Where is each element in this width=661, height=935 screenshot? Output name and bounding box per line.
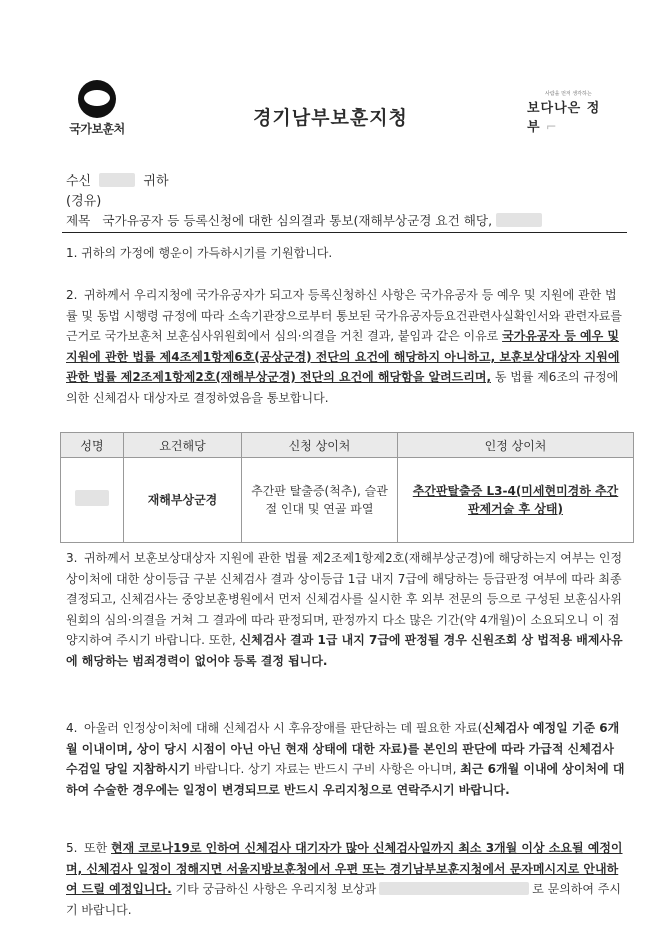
subject-text: 국가유공자 등 등록신청에 대한 심의결과 통보(재해부상군경 요건 해당, bbox=[102, 213, 493, 228]
subject-divider bbox=[62, 232, 627, 233]
p4-emphasis-1: 신체검사 예정일 기준 6개월 이내이며, 상이 당시 시점이 아닌 아닌 현재 상태에 대한 자료)를 본인의 판단에 따라 가급적 신체검사 수검일 당일 지참하시기 bbox=[66, 721, 620, 776]
paragraph-4 bbox=[66, 718, 626, 800]
p4-text-c: 바랍니다. 상기 자료는 반드시 구비 사항은 아니며, bbox=[190, 762, 461, 776]
paragraph-1: 1. 귀하의 가정에 행운이 가득하시기를 기원합니다. bbox=[66, 246, 333, 260]
p3-emphasis: 신체검사 결과 1급 내지 7급에 판정될 경우 신원조회 상 법적용 배제사유에 해당하는 범죄경력이 없어야 등록 결정 됩니다. bbox=[66, 633, 623, 668]
p5-text-a: 또한 bbox=[84, 841, 111, 855]
recipient-line bbox=[66, 170, 169, 189]
injury-table bbox=[60, 432, 634, 543]
p2-text-a: 귀하께서 우리지청에 국가유공자가 되고자 등록신청하신 사항은 국가유공자 등 예우 및 지원에 관한 법률 및 동법 시행령 규정에 따라 소속기관장으로부터 통보된 국가유공자등요건관련사실확인서와 관련자료를 근거로 국가보훈처 보훈심사위원회에서 심의·의결을 거친 결과, 붙임과 같은 이유로 bbox=[66, 288, 622, 343]
p5-emphasis: 현재 코로나19로 인하여 신체검사 대기자가 많아 신체검사일까지 최소 3개월 이상 소요될 예정이며, 신체검사 일정이 정해지면 서울지방보훈청에서 우편 또는 경기남부보훈지청에서 문자메시지로 안내하여 드릴 예정입니다. bbox=[66, 841, 623, 896]
col-name-header: 성명 bbox=[61, 433, 124, 458]
p4-number: 4. bbox=[66, 721, 78, 735]
recipient-suffix: 귀하 bbox=[143, 174, 169, 189]
col-applied-header: 신청 상이처 bbox=[242, 433, 398, 458]
redacted-cell-name bbox=[75, 490, 109, 506]
p5-number: 5. bbox=[66, 841, 78, 855]
cell-recognized: 추간판탈출증 L3-4(미세현미경하 추간판제거술 후 상태) bbox=[398, 458, 634, 543]
p2-emphasis: 국가유공자 등 예우 및 지원에 관한 법률 제4조제1항제6호(공상군경) 전단의 요건에 해당하지 아니하고, 보훈보상대상자 지원에 관한 법률 제2조제1항제2호(재해부상군경) 전단의 요건에 해당함을 알려드리며, bbox=[66, 329, 620, 384]
logo-left-label: 국가보훈처 bbox=[69, 122, 125, 136]
p2-text-c: 동 법률 제6조의 규정에 의한 신체검사 대상자로 결정하였음을 통보합니다. bbox=[66, 370, 619, 405]
p3-number: 3. bbox=[66, 551, 78, 565]
p3-text-a: 귀하께서 보훈보상대상자 지원에 관한 법률 제2조제1항제2호(재해부상군경)에 해당하는지 여부는 인정상이처에 대한 상이등급 구분 신체검사 결과 상이등급 1급 내지 7급에 해당하는 등급판정 여부에 따라 최종결정되고, 신체검사는 중앙보훈병원에서 먼저 신체검사를 실시한 후 외부 전문의 등으로 구성된 보훈심사위원회의 심의·의결을 거쳐 그 결과에 따라 판정되며, 판정까지 다소 많은 기간(약 4개월)이 소요되오니 이 점 양지하여 주시기 바랍니다. 또한, bbox=[66, 551, 623, 647]
office-title: 경기남부보훈지청 bbox=[253, 107, 408, 129]
table-header-row bbox=[61, 433, 634, 458]
subject-label: 제목 bbox=[66, 213, 91, 228]
p4-text-a: 아울러 인정상이처에 대해 신체검사 시 후유장애를 판단하는 데 필요한 자료( bbox=[84, 721, 483, 735]
p5-text-c: 기타 궁금하신 사항은 우리지청 보상과 bbox=[171, 882, 377, 896]
cell-applied: 추간판 탈출증(척추), 슬관절 인대 및 연골 파열 bbox=[242, 458, 398, 543]
recipient-label: 수신 bbox=[66, 174, 92, 189]
paragraph-2 bbox=[66, 285, 626, 408]
p5-text-d: 로 문의하여 주시기 바랍니다. bbox=[66, 882, 621, 917]
government-slogan-logo bbox=[527, 90, 607, 135]
cell-name bbox=[61, 458, 124, 543]
paragraph-5 bbox=[66, 838, 626, 920]
redacted-contact bbox=[379, 882, 529, 895]
p2-number: 2. bbox=[66, 288, 78, 302]
p4-emphasis-2: 최근 6개월 이내에 상이처에 대하여 수술한 경우에는 일정이 변경되므로 반드시 우리지청으로 연락주시기 바랍니다. bbox=[66, 762, 625, 797]
col-requirement-header: 요건해당 bbox=[124, 433, 242, 458]
col-recognized-header: 인정 상이처 bbox=[398, 433, 634, 458]
slogan-main-text: 보다나은 정부 bbox=[527, 101, 601, 135]
cell-requirement: 재해부상군경 bbox=[124, 458, 242, 543]
subject-line bbox=[66, 210, 626, 229]
slogan-small-text: 사람을 먼저 생각하는 bbox=[545, 91, 592, 97]
bracket-mark-icon: ⌐ bbox=[540, 120, 558, 135]
redacted-name bbox=[99, 173, 135, 187]
redacted-subject bbox=[496, 213, 542, 227]
via-line: (경유) bbox=[66, 194, 102, 209]
table-row bbox=[61, 458, 634, 543]
paragraph-3 bbox=[66, 548, 626, 671]
